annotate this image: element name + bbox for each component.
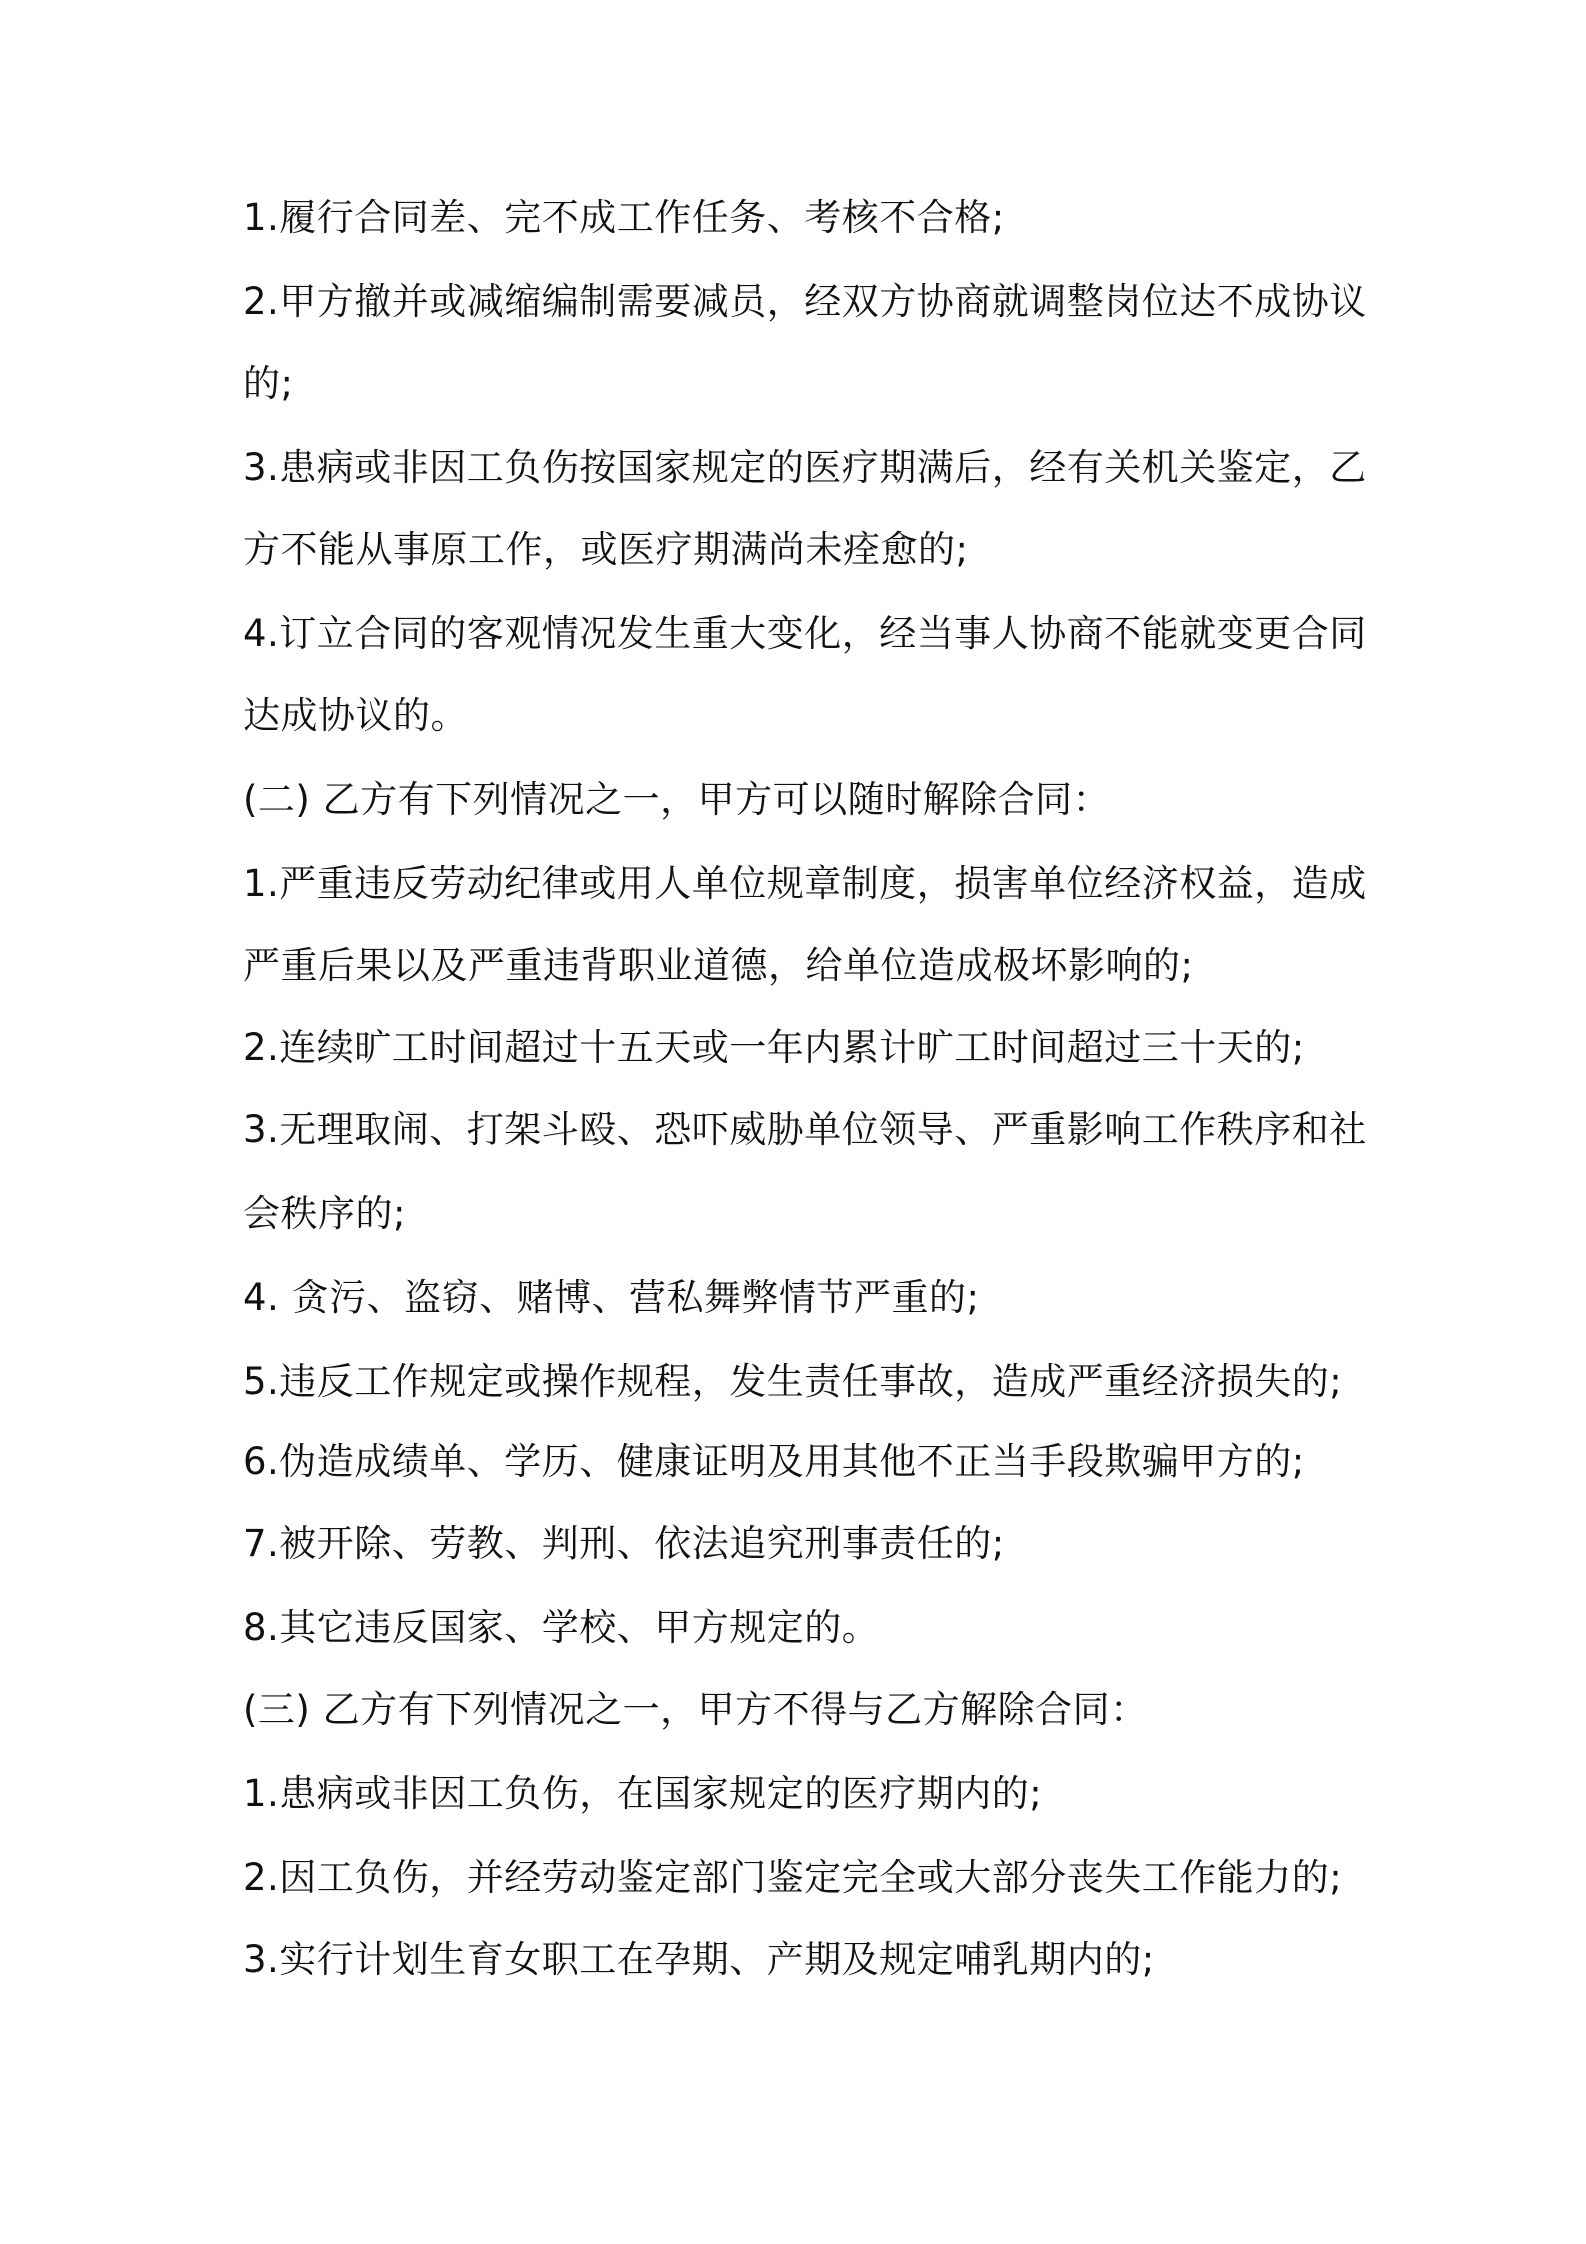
clause-line: 严重后果以及严重违背职业道德，给单位造成极坏影响的; bbox=[243, 944, 1194, 987]
clause-line: 达成协议的。 bbox=[243, 694, 468, 737]
clause-line: 会秩序的; bbox=[243, 1192, 406, 1235]
clause-line: 5.违反工作规定或操作规程，发生责任事故，造成严重经济损失的; bbox=[243, 1360, 1343, 1403]
clause-line: 4.订立合同的客观情况发生重大变化，经当事人协商不能就变更合同 bbox=[243, 612, 1367, 655]
clause-line: 1.履行合同差、完不成工作任务、考核不合格; bbox=[243, 196, 1005, 239]
clause-line: 8.其它违反国家、学校、甲方规定的。 bbox=[243, 1606, 880, 1649]
clause-line: 3.实行计划生育女职工在孕期、产期及规定哺乳期内的; bbox=[243, 1938, 1155, 1981]
clause-line: 2.连续旷工时间超过十五天或一年内累计旷工时间超过三十天的; bbox=[243, 1026, 1305, 1069]
clause-line: 3.患病或非因工负伤按国家规定的医疗期满后，经有关机关鉴定，乙 bbox=[243, 446, 1367, 489]
clause-line: 2.甲方撤并或减缩编制需要减员，经双方协商就调整岗位达不成协议 bbox=[243, 280, 1367, 323]
clause-line: 1.患病或非因工负伤，在国家规定的医疗期内的; bbox=[243, 1772, 1043, 1815]
clause-line: 2.因工负伤，并经劳动鉴定部门鉴定完全或大部分丧失工作能力的; bbox=[243, 1856, 1343, 1899]
section-heading: (二) 乙方有下列情况之一，甲方可以随时解除合同： bbox=[243, 778, 1111, 821]
clause-line: 3.无理取闹、打架斗殴、恐吓威胁单位领导、严重影响工作秩序和社 bbox=[243, 1108, 1367, 1151]
clause-line: 6.伪造成绩单、学历、健康证明及用其他不正当手段欺骗甲方的; bbox=[243, 1440, 1305, 1483]
clause-line: 7.被开除、劳教、判刑、依法追究刑事责任的; bbox=[243, 1522, 1005, 1565]
clause-line: 1.严重违反劳动纪律或用人单位规章制度，损害单位经济权益，造成 bbox=[243, 862, 1367, 905]
clause-line: 方不能从事原工作，或医疗期满尚未痊愈的; bbox=[243, 528, 969, 571]
clause-line: 的; bbox=[243, 362, 294, 405]
clause-line: 4. 贪污、盗窃、赌博、营私舞弊情节严重的; bbox=[243, 1276, 980, 1319]
section-heading: (三) 乙方有下列情况之一，甲方不得与乙方解除合同： bbox=[243, 1688, 1148, 1731]
